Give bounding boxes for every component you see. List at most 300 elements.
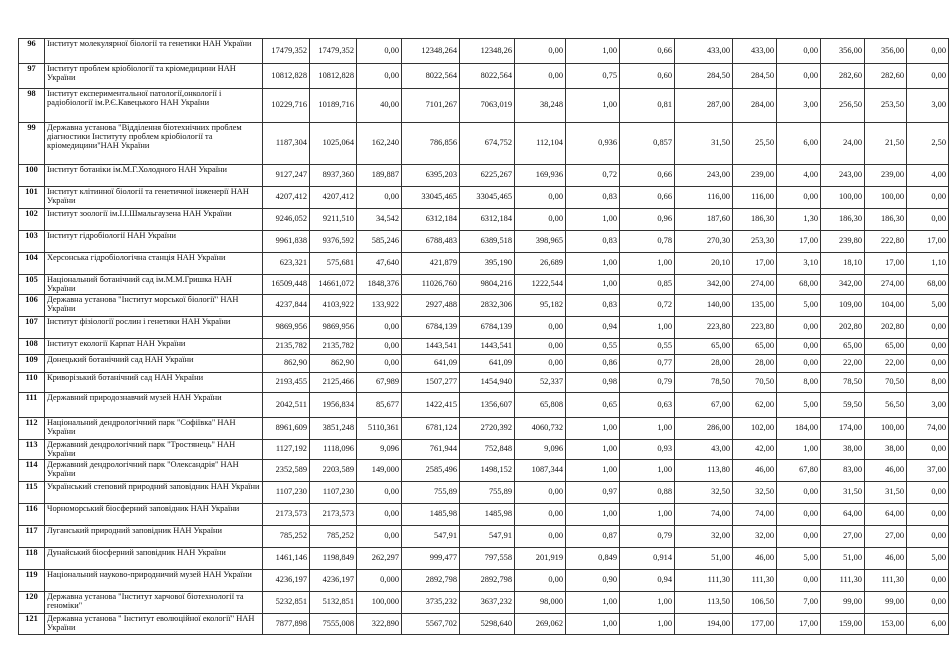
value-cell: 38,248 bbox=[515, 89, 566, 123]
value-cell: 641,09 bbox=[460, 355, 515, 373]
value-cell: 1,00 bbox=[620, 317, 675, 339]
value-cell: 59,50 bbox=[821, 393, 865, 418]
value-cell: 0,66 bbox=[620, 39, 675, 64]
value-cell: 2585,496 bbox=[402, 460, 460, 482]
value-cell: 1,10 bbox=[907, 253, 949, 275]
value-cell: 68,00 bbox=[777, 275, 821, 295]
value-cell: 56,50 bbox=[865, 393, 907, 418]
value-cell: 1222,544 bbox=[515, 275, 566, 295]
value-cell: 3,00 bbox=[777, 89, 821, 123]
value-cell: 0,78 bbox=[620, 231, 675, 253]
value-cell: 0,857 bbox=[620, 123, 675, 165]
value-cell: 1,00 bbox=[566, 440, 620, 460]
institution-name: Державна установа " Інститут еволюційної екології" НАН України bbox=[45, 614, 263, 635]
value-cell: 189,887 bbox=[357, 165, 402, 187]
row-number: 120 bbox=[19, 592, 45, 614]
table-row bbox=[19, 373, 949, 393]
value-cell: 253,30 bbox=[733, 231, 777, 253]
value-cell: 201,919 bbox=[515, 548, 566, 570]
table-row bbox=[19, 460, 949, 482]
value-cell: 27,00 bbox=[821, 526, 865, 548]
value-cell: 65,00 bbox=[733, 339, 777, 355]
value-cell: 6784,139 bbox=[460, 317, 515, 339]
value-cell: 398,965 bbox=[515, 231, 566, 253]
row-number: 103 bbox=[19, 231, 45, 253]
value-cell: 1,00 bbox=[566, 253, 620, 275]
value-cell: 256,50 bbox=[821, 89, 865, 123]
value-cell: 0,00 bbox=[357, 504, 402, 526]
value-cell: 2173,573 bbox=[310, 504, 357, 526]
value-cell: 10189,716 bbox=[310, 89, 357, 123]
value-cell: 37,00 bbox=[907, 460, 949, 482]
value-cell: 0,00 bbox=[777, 187, 821, 209]
value-cell: 0,60 bbox=[620, 64, 675, 89]
value-cell: 0,00 bbox=[907, 440, 949, 460]
value-cell: 243,00 bbox=[675, 165, 733, 187]
institution-name: Інститут екології Карпат НАН України bbox=[45, 339, 263, 355]
value-cell: 9376,592 bbox=[310, 231, 357, 253]
value-cell: 1,00 bbox=[566, 460, 620, 482]
value-cell: 1,00 bbox=[566, 89, 620, 123]
value-cell: 0,00 bbox=[777, 570, 821, 592]
value-cell: 0,75 bbox=[566, 64, 620, 89]
institution-name: Чорноморський біосферний заповідник НАН України bbox=[45, 504, 263, 526]
value-cell: 85,677 bbox=[357, 393, 402, 418]
value-cell: 1107,230 bbox=[310, 482, 357, 504]
row-number: 96 bbox=[19, 39, 45, 64]
value-cell: 0,00 bbox=[777, 317, 821, 339]
institution-name: Національний дендрологічний парк "Софіївка" НАН України bbox=[45, 418, 263, 440]
value-cell: 0,00 bbox=[777, 339, 821, 355]
value-cell: 140,00 bbox=[675, 295, 733, 317]
value-cell: 0,00 bbox=[515, 64, 566, 89]
value-cell: 0,00 bbox=[515, 339, 566, 355]
value-cell: 0,00 bbox=[907, 64, 949, 89]
value-cell: 0,00 bbox=[515, 570, 566, 592]
row-number: 113 bbox=[19, 440, 45, 460]
value-cell: 1443,541 bbox=[402, 339, 460, 355]
value-cell: 1,00 bbox=[620, 592, 675, 614]
value-cell: 17,00 bbox=[907, 231, 949, 253]
value-cell: 8022,564 bbox=[402, 64, 460, 89]
value-cell: 0,90 bbox=[566, 570, 620, 592]
row-number: 106 bbox=[19, 295, 45, 317]
value-cell: 149,000 bbox=[357, 460, 402, 482]
value-cell: 133,922 bbox=[357, 295, 402, 317]
value-cell: 0,00 bbox=[357, 39, 402, 64]
institution-name: Дунайський біосферний заповідник НАН України bbox=[45, 548, 263, 570]
value-cell: 46,00 bbox=[865, 460, 907, 482]
value-cell: 0,72 bbox=[566, 165, 620, 187]
value-cell: 0,00 bbox=[907, 339, 949, 355]
institution-name: Державна установа "Інститут морської біології" НАН України bbox=[45, 295, 263, 317]
value-cell: 0,00 bbox=[515, 504, 566, 526]
value-cell: 1454,940 bbox=[460, 373, 515, 393]
value-cell: 253,50 bbox=[865, 89, 907, 123]
table-row bbox=[19, 482, 949, 504]
value-cell: 42,00 bbox=[733, 440, 777, 460]
value-cell: 67,80 bbox=[777, 460, 821, 482]
value-cell: 0,00 bbox=[777, 504, 821, 526]
value-cell: 177,00 bbox=[733, 614, 777, 635]
value-cell: 786,856 bbox=[402, 123, 460, 165]
value-cell: 43,00 bbox=[675, 440, 733, 460]
value-cell: 0,00 bbox=[777, 355, 821, 373]
value-cell: 104,00 bbox=[865, 295, 907, 317]
value-cell: 109,00 bbox=[821, 295, 865, 317]
value-cell: 0,00 bbox=[357, 64, 402, 89]
institution-name: Інститут проблем кріобіології та кріомедицини НАН України bbox=[45, 64, 263, 89]
value-cell: 10812,828 bbox=[310, 64, 357, 89]
value-cell: 0,849 bbox=[566, 548, 620, 570]
value-cell: 9,096 bbox=[357, 440, 402, 460]
value-cell: 5298,640 bbox=[460, 614, 515, 635]
value-cell: 641,09 bbox=[402, 355, 460, 373]
value-cell: 64,00 bbox=[821, 504, 865, 526]
value-cell: 153,00 bbox=[865, 614, 907, 635]
value-cell: 12348,264 bbox=[402, 39, 460, 64]
value-cell: 1,30 bbox=[777, 209, 821, 231]
value-cell: 8937,360 bbox=[310, 165, 357, 187]
value-cell: 0,96 bbox=[620, 209, 675, 231]
table-row bbox=[19, 339, 949, 355]
value-cell: 46,00 bbox=[865, 548, 907, 570]
value-cell: 111,30 bbox=[675, 570, 733, 592]
value-cell: 0,00 bbox=[907, 317, 949, 339]
value-cell: 2203,589 bbox=[310, 460, 357, 482]
value-cell: 2193,455 bbox=[263, 373, 310, 393]
value-cell: 0,00 bbox=[907, 187, 949, 209]
value-cell: 0,81 bbox=[620, 89, 675, 123]
value-cell: 78,50 bbox=[675, 373, 733, 393]
table-row bbox=[19, 355, 949, 373]
value-cell: 2125,466 bbox=[310, 373, 357, 393]
value-cell: 31,50 bbox=[675, 123, 733, 165]
value-cell: 4207,412 bbox=[263, 187, 310, 209]
value-cell: 0,97 bbox=[566, 482, 620, 504]
value-cell: 100,000 bbox=[357, 592, 402, 614]
value-cell: 0,00 bbox=[777, 39, 821, 64]
institution-name: Державний природознавчий музей НАН України bbox=[45, 393, 263, 418]
value-cell: 0,85 bbox=[620, 275, 675, 295]
table-row bbox=[19, 231, 949, 253]
value-cell: 18,10 bbox=[821, 253, 865, 275]
row-number: 107 bbox=[19, 317, 45, 339]
value-cell: 9869,956 bbox=[310, 317, 357, 339]
value-cell: 862,90 bbox=[263, 355, 310, 373]
value-cell: 186,30 bbox=[821, 209, 865, 231]
value-cell: 20,10 bbox=[675, 253, 733, 275]
value-cell: 1127,192 bbox=[263, 440, 310, 460]
value-cell: 32,50 bbox=[675, 482, 733, 504]
value-cell: 194,00 bbox=[675, 614, 733, 635]
row-number: 101 bbox=[19, 187, 45, 209]
value-cell: 282,60 bbox=[865, 64, 907, 89]
value-cell: 0,00 bbox=[357, 339, 402, 355]
value-cell: 0,00 bbox=[357, 482, 402, 504]
value-cell: 6,00 bbox=[777, 123, 821, 165]
institution-name: Державний дендрологічний парк "Олександрія" НАН України bbox=[45, 460, 263, 482]
value-cell: 239,00 bbox=[733, 165, 777, 187]
value-cell: 623,321 bbox=[263, 253, 310, 275]
value-cell: 1,00 bbox=[566, 209, 620, 231]
table-row bbox=[19, 187, 949, 209]
value-cell: 28,00 bbox=[733, 355, 777, 373]
value-cell: 0,55 bbox=[566, 339, 620, 355]
value-cell: 17,00 bbox=[865, 253, 907, 275]
value-cell: 95,182 bbox=[515, 295, 566, 317]
value-cell: 674,752 bbox=[460, 123, 515, 165]
value-cell: 0,83 bbox=[566, 187, 620, 209]
value-cell: 2135,782 bbox=[263, 339, 310, 355]
value-cell: 67,989 bbox=[357, 373, 402, 393]
value-cell: 999,477 bbox=[402, 548, 460, 570]
row-number: 114 bbox=[19, 460, 45, 482]
value-cell: 100,00 bbox=[865, 418, 907, 440]
value-cell: 174,00 bbox=[821, 418, 865, 440]
table-row bbox=[19, 418, 949, 440]
value-cell: 111,30 bbox=[865, 570, 907, 592]
value-cell: 6312,184 bbox=[460, 209, 515, 231]
value-cell: 116,00 bbox=[675, 187, 733, 209]
institution-name: Інститут гідробіології НАН України bbox=[45, 231, 263, 253]
value-cell: 67,00 bbox=[675, 393, 733, 418]
row-number: 98 bbox=[19, 89, 45, 123]
value-cell: 6395,203 bbox=[402, 165, 460, 187]
value-cell: 46,00 bbox=[733, 548, 777, 570]
value-cell: 2892,798 bbox=[402, 570, 460, 592]
value-cell: 0,00 bbox=[907, 592, 949, 614]
value-cell: 1025,064 bbox=[310, 123, 357, 165]
value-cell: 65,00 bbox=[865, 339, 907, 355]
value-cell: 0,98 bbox=[566, 373, 620, 393]
value-cell: 0,00 bbox=[515, 482, 566, 504]
value-cell: 65,00 bbox=[675, 339, 733, 355]
institution-name: Інститут клітинної біології та генетичної інженерії НАН України bbox=[45, 187, 263, 209]
value-cell: 0,94 bbox=[566, 317, 620, 339]
value-cell: 1,00 bbox=[566, 592, 620, 614]
table-body bbox=[19, 39, 949, 635]
value-cell: 8,00 bbox=[907, 373, 949, 393]
value-cell: 6225,267 bbox=[460, 165, 515, 187]
value-cell: 5232,851 bbox=[263, 592, 310, 614]
value-cell: 0,00 bbox=[907, 39, 949, 64]
table-row bbox=[19, 123, 949, 165]
value-cell: 186,30 bbox=[733, 209, 777, 231]
value-cell: 1507,277 bbox=[402, 373, 460, 393]
row-number: 115 bbox=[19, 482, 45, 504]
table-row bbox=[19, 570, 949, 592]
table-row bbox=[19, 504, 949, 526]
value-cell: 1,00 bbox=[620, 460, 675, 482]
value-cell: 26,689 bbox=[515, 253, 566, 275]
value-cell: 5110,361 bbox=[357, 418, 402, 440]
value-cell: 3637,232 bbox=[460, 592, 515, 614]
value-cell: 1107,230 bbox=[263, 482, 310, 504]
value-cell: 0,86 bbox=[566, 355, 620, 373]
value-cell: 46,00 bbox=[733, 460, 777, 482]
value-cell: 262,297 bbox=[357, 548, 402, 570]
value-cell: 0,66 bbox=[620, 165, 675, 187]
value-cell: 395,190 bbox=[460, 253, 515, 275]
table-row bbox=[19, 526, 949, 548]
value-cell: 74,00 bbox=[733, 504, 777, 526]
value-cell: 269,062 bbox=[515, 614, 566, 635]
value-cell: 3,00 bbox=[907, 89, 949, 123]
value-cell: 0,00 bbox=[357, 355, 402, 373]
value-cell: 9,096 bbox=[515, 440, 566, 460]
value-cell: 5,00 bbox=[777, 295, 821, 317]
value-cell: 78,50 bbox=[821, 373, 865, 393]
value-cell: 32,00 bbox=[733, 526, 777, 548]
value-cell: 10812,828 bbox=[263, 64, 310, 89]
value-cell: 9246,052 bbox=[263, 209, 310, 231]
value-cell: 5,00 bbox=[907, 295, 949, 317]
value-cell: 4,00 bbox=[777, 165, 821, 187]
value-cell: 0,00 bbox=[907, 570, 949, 592]
value-cell: 27,00 bbox=[865, 526, 907, 548]
value-cell: 17479,352 bbox=[263, 39, 310, 64]
row-number: 116 bbox=[19, 504, 45, 526]
value-cell: 22,00 bbox=[865, 355, 907, 373]
value-cell: 4236,197 bbox=[310, 570, 357, 592]
value-cell: 5567,702 bbox=[402, 614, 460, 635]
value-cell: 1,00 bbox=[620, 504, 675, 526]
value-cell: 0,914 bbox=[620, 548, 675, 570]
value-cell: 38,00 bbox=[821, 440, 865, 460]
value-cell: 797,558 bbox=[460, 548, 515, 570]
value-cell: 2892,798 bbox=[460, 570, 515, 592]
value-cell: 1356,607 bbox=[460, 393, 515, 418]
value-cell: 0,83 bbox=[566, 231, 620, 253]
value-cell: 74,00 bbox=[907, 418, 949, 440]
value-cell: 0,79 bbox=[620, 373, 675, 393]
value-cell: 31,50 bbox=[821, 482, 865, 504]
value-cell: 34,542 bbox=[357, 209, 402, 231]
value-cell: 755,89 bbox=[402, 482, 460, 504]
value-cell: 102,00 bbox=[733, 418, 777, 440]
table-row bbox=[19, 317, 949, 339]
row-number: 108 bbox=[19, 339, 45, 355]
value-cell: 0,00 bbox=[357, 317, 402, 339]
value-cell: 0,00 bbox=[515, 209, 566, 231]
value-cell: 21,50 bbox=[865, 123, 907, 165]
row-number: 112 bbox=[19, 418, 45, 440]
value-cell: 433,00 bbox=[733, 39, 777, 64]
row-number: 104 bbox=[19, 253, 45, 275]
value-cell: 239,80 bbox=[821, 231, 865, 253]
value-cell: 1485,98 bbox=[460, 504, 515, 526]
row-number: 121 bbox=[19, 614, 45, 635]
value-cell: 33045,465 bbox=[402, 187, 460, 209]
value-cell: 62,00 bbox=[733, 393, 777, 418]
value-cell: 6784,139 bbox=[402, 317, 460, 339]
value-cell: 17,00 bbox=[733, 253, 777, 275]
value-cell: 0,77 bbox=[620, 355, 675, 373]
institution-name: Національний науково-природничий музей НАН України bbox=[45, 570, 263, 592]
table-row bbox=[19, 275, 949, 295]
value-cell: 28,00 bbox=[675, 355, 733, 373]
institution-name: Криворізький ботанічний сад НАН України bbox=[45, 373, 263, 393]
value-cell: 575,681 bbox=[310, 253, 357, 275]
row-number: 119 bbox=[19, 570, 45, 592]
value-cell: 1848,376 bbox=[357, 275, 402, 295]
value-cell: 6,00 bbox=[907, 614, 949, 635]
value-cell: 3851,248 bbox=[310, 418, 357, 440]
value-cell: 2042,511 bbox=[263, 393, 310, 418]
row-number: 99 bbox=[19, 123, 45, 165]
value-cell: 274,00 bbox=[733, 275, 777, 295]
value-cell: 6788,483 bbox=[402, 231, 460, 253]
value-cell: 1198,849 bbox=[310, 548, 357, 570]
value-cell: 1443,541 bbox=[460, 339, 515, 355]
value-cell: 184,00 bbox=[777, 418, 821, 440]
value-cell: 3,00 bbox=[907, 393, 949, 418]
row-number: 110 bbox=[19, 373, 45, 393]
value-cell: 9127,247 bbox=[263, 165, 310, 187]
value-cell: 17479,352 bbox=[310, 39, 357, 64]
value-cell: 547,91 bbox=[402, 526, 460, 548]
value-cell: 0,00 bbox=[515, 39, 566, 64]
value-cell: 100,00 bbox=[865, 187, 907, 209]
value-cell: 10229,716 bbox=[263, 89, 310, 123]
institution-name: Український степовий природний заповідник НАН України bbox=[45, 482, 263, 504]
value-cell: 1,00 bbox=[566, 275, 620, 295]
value-cell: 585,246 bbox=[357, 231, 402, 253]
value-cell: 0,94 bbox=[620, 570, 675, 592]
value-cell: 1,00 bbox=[620, 418, 675, 440]
value-cell: 70,50 bbox=[733, 373, 777, 393]
value-cell: 83,00 bbox=[821, 460, 865, 482]
value-cell: 0,936 bbox=[566, 123, 620, 165]
value-cell: 7101,267 bbox=[402, 89, 460, 123]
value-cell: 2720,392 bbox=[460, 418, 515, 440]
value-cell: 284,50 bbox=[733, 64, 777, 89]
institution-name: Державна установа "Відділення біотехнічних проблем діагностики Інституту проблем кріобіології та кріомедицини"НАН України bbox=[45, 123, 263, 165]
value-cell: 0,00 bbox=[777, 64, 821, 89]
value-cell: 0,79 bbox=[620, 526, 675, 548]
row-number: 117 bbox=[19, 526, 45, 548]
row-number: 111 bbox=[19, 393, 45, 418]
value-cell: 239,00 bbox=[865, 165, 907, 187]
value-cell: 113,50 bbox=[675, 592, 733, 614]
value-cell: 5,00 bbox=[777, 393, 821, 418]
value-cell: 22,00 bbox=[821, 355, 865, 373]
row-number: 105 bbox=[19, 275, 45, 295]
institution-name: Державна установа "Інститут харчової біотехнології та геноміки" bbox=[45, 592, 263, 614]
institution-name: Інститут зоології ім.І.І.Шмальгаузена НАН України bbox=[45, 209, 263, 231]
value-cell: 4103,922 bbox=[310, 295, 357, 317]
institution-name: Інститут фізіології рослин і генетики НАН України bbox=[45, 317, 263, 339]
value-cell: 0,93 bbox=[620, 440, 675, 460]
value-cell: 4060,732 bbox=[515, 418, 566, 440]
value-cell: 0,55 bbox=[620, 339, 675, 355]
value-cell: 2927,488 bbox=[402, 295, 460, 317]
row-number: 118 bbox=[19, 548, 45, 570]
value-cell: 31,50 bbox=[865, 482, 907, 504]
value-cell: 12348,26 bbox=[460, 39, 515, 64]
table-row bbox=[19, 295, 949, 317]
value-cell: 7877,898 bbox=[263, 614, 310, 635]
value-cell: 2,50 bbox=[907, 123, 949, 165]
value-cell: 0,000 bbox=[357, 570, 402, 592]
value-cell: 1,00 bbox=[566, 418, 620, 440]
table-row bbox=[19, 165, 949, 187]
institution-name: Інститут ботаніки ім.М.Г.Холодного НАН України bbox=[45, 165, 263, 187]
value-cell: 25,50 bbox=[733, 123, 777, 165]
value-cell: 4236,197 bbox=[263, 570, 310, 592]
value-cell: 1,00 bbox=[620, 614, 675, 635]
